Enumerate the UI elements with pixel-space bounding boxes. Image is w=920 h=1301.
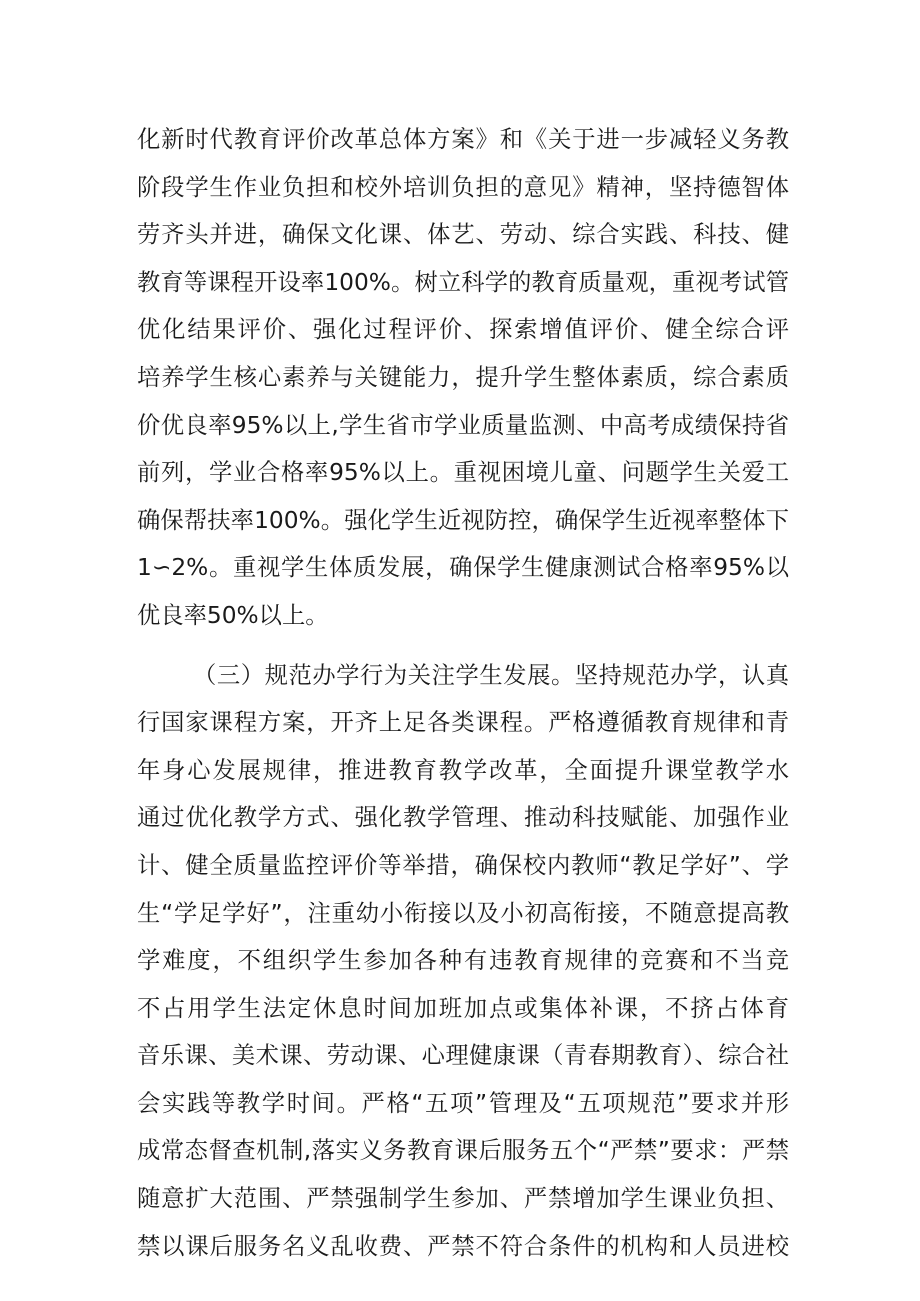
text-line: 学难度，不组织学生参加各种有违教育规律的竞赛和不当竞 — [137, 947, 789, 975]
paragraph-evaluation — [137, 116, 789, 640]
text-line: 培养学生核心素养与关键能力，提升学生整体素质，综合素质 — [137, 363, 789, 391]
text-line: 通过优化教学方式、强化教学管理、推动科技赋能、加强作业 — [137, 804, 789, 832]
section-heading-line: （三）规范办学行为关注学生发展。坚持规范办学，认真 — [193, 661, 789, 689]
text-line: 确保帮扶率100%。强化学生近视防控，确保学生近视率整体下 — [137, 506, 789, 534]
text-line: 价优良率95%以上,学生省市学业质量监测、中高考成绩保持省 — [137, 411, 789, 439]
document-body — [137, 116, 789, 1270]
text-line: 1∽2%。重视学生体质发展，确保学生健康测试合格率95%以 — [137, 554, 789, 582]
text-line: 教育等课程开设率100%。树立科学的教育质量观，重视考试管 — [137, 268, 789, 296]
text-line: 化新时代教育评价改革总体方案》和《关于进一步减轻义务教 — [137, 126, 789, 153]
text-line: 随意扩大范围、严禁强制学生参加、严禁增加学生课业负担、 — [137, 1185, 789, 1213]
text-line: 生“学足学好”，注重幼小衔接以及小初高衔接，不随意提高教 — [137, 899, 789, 927]
paragraph-gap — [137, 640, 789, 652]
text-line: 阶段学生作业负担和校外培训负担的意见》精神，坚持德智体 — [137, 173, 789, 201]
text-line: 前列，学业合格率95%以上。重视困境儿童、问题学生关爱工 — [137, 459, 789, 487]
text-line: 优化结果评价、强化过程评价、探索增值评价、健全综合评 — [137, 316, 789, 344]
text-line: 劳齐头并进，确保文化课、体艺、劳动、综合实践、科技、健 — [137, 221, 789, 249]
text-line: 优良率50%以上。 — [137, 601, 329, 629]
text-line: 年身心发展规律，推进教育教学改革，全面提升课堂教学水 — [137, 756, 789, 784]
paragraph-standardized-schooling — [137, 652, 789, 1271]
text-line: 行国家课程方案，开齐上足各类课程。严格遵循教育规律和青 — [137, 709, 789, 737]
text-line: 会实践等教学时间。严格“五项”管理及“五项规范”要求并形 — [137, 1089, 789, 1117]
text-line: 不占用学生法定休息时间加班加点或集体补课，不挤占体育 — [137, 994, 789, 1022]
text-line: 计、健全质量监控评价等举措，确保校内教师“教足学好”、学 — [137, 851, 789, 879]
text-line: 音乐课、美术课、劳动课、心理健康课（青春期教育）、综合社 — [137, 1042, 789, 1070]
text-line: 禁以课后服务名义乱收费、严禁不符合条件的机构和人员进校 — [137, 1232, 789, 1260]
text-line: 成常态督查机制,落实义务教育课后服务五个“严禁”要求：严禁 — [137, 1137, 789, 1165]
